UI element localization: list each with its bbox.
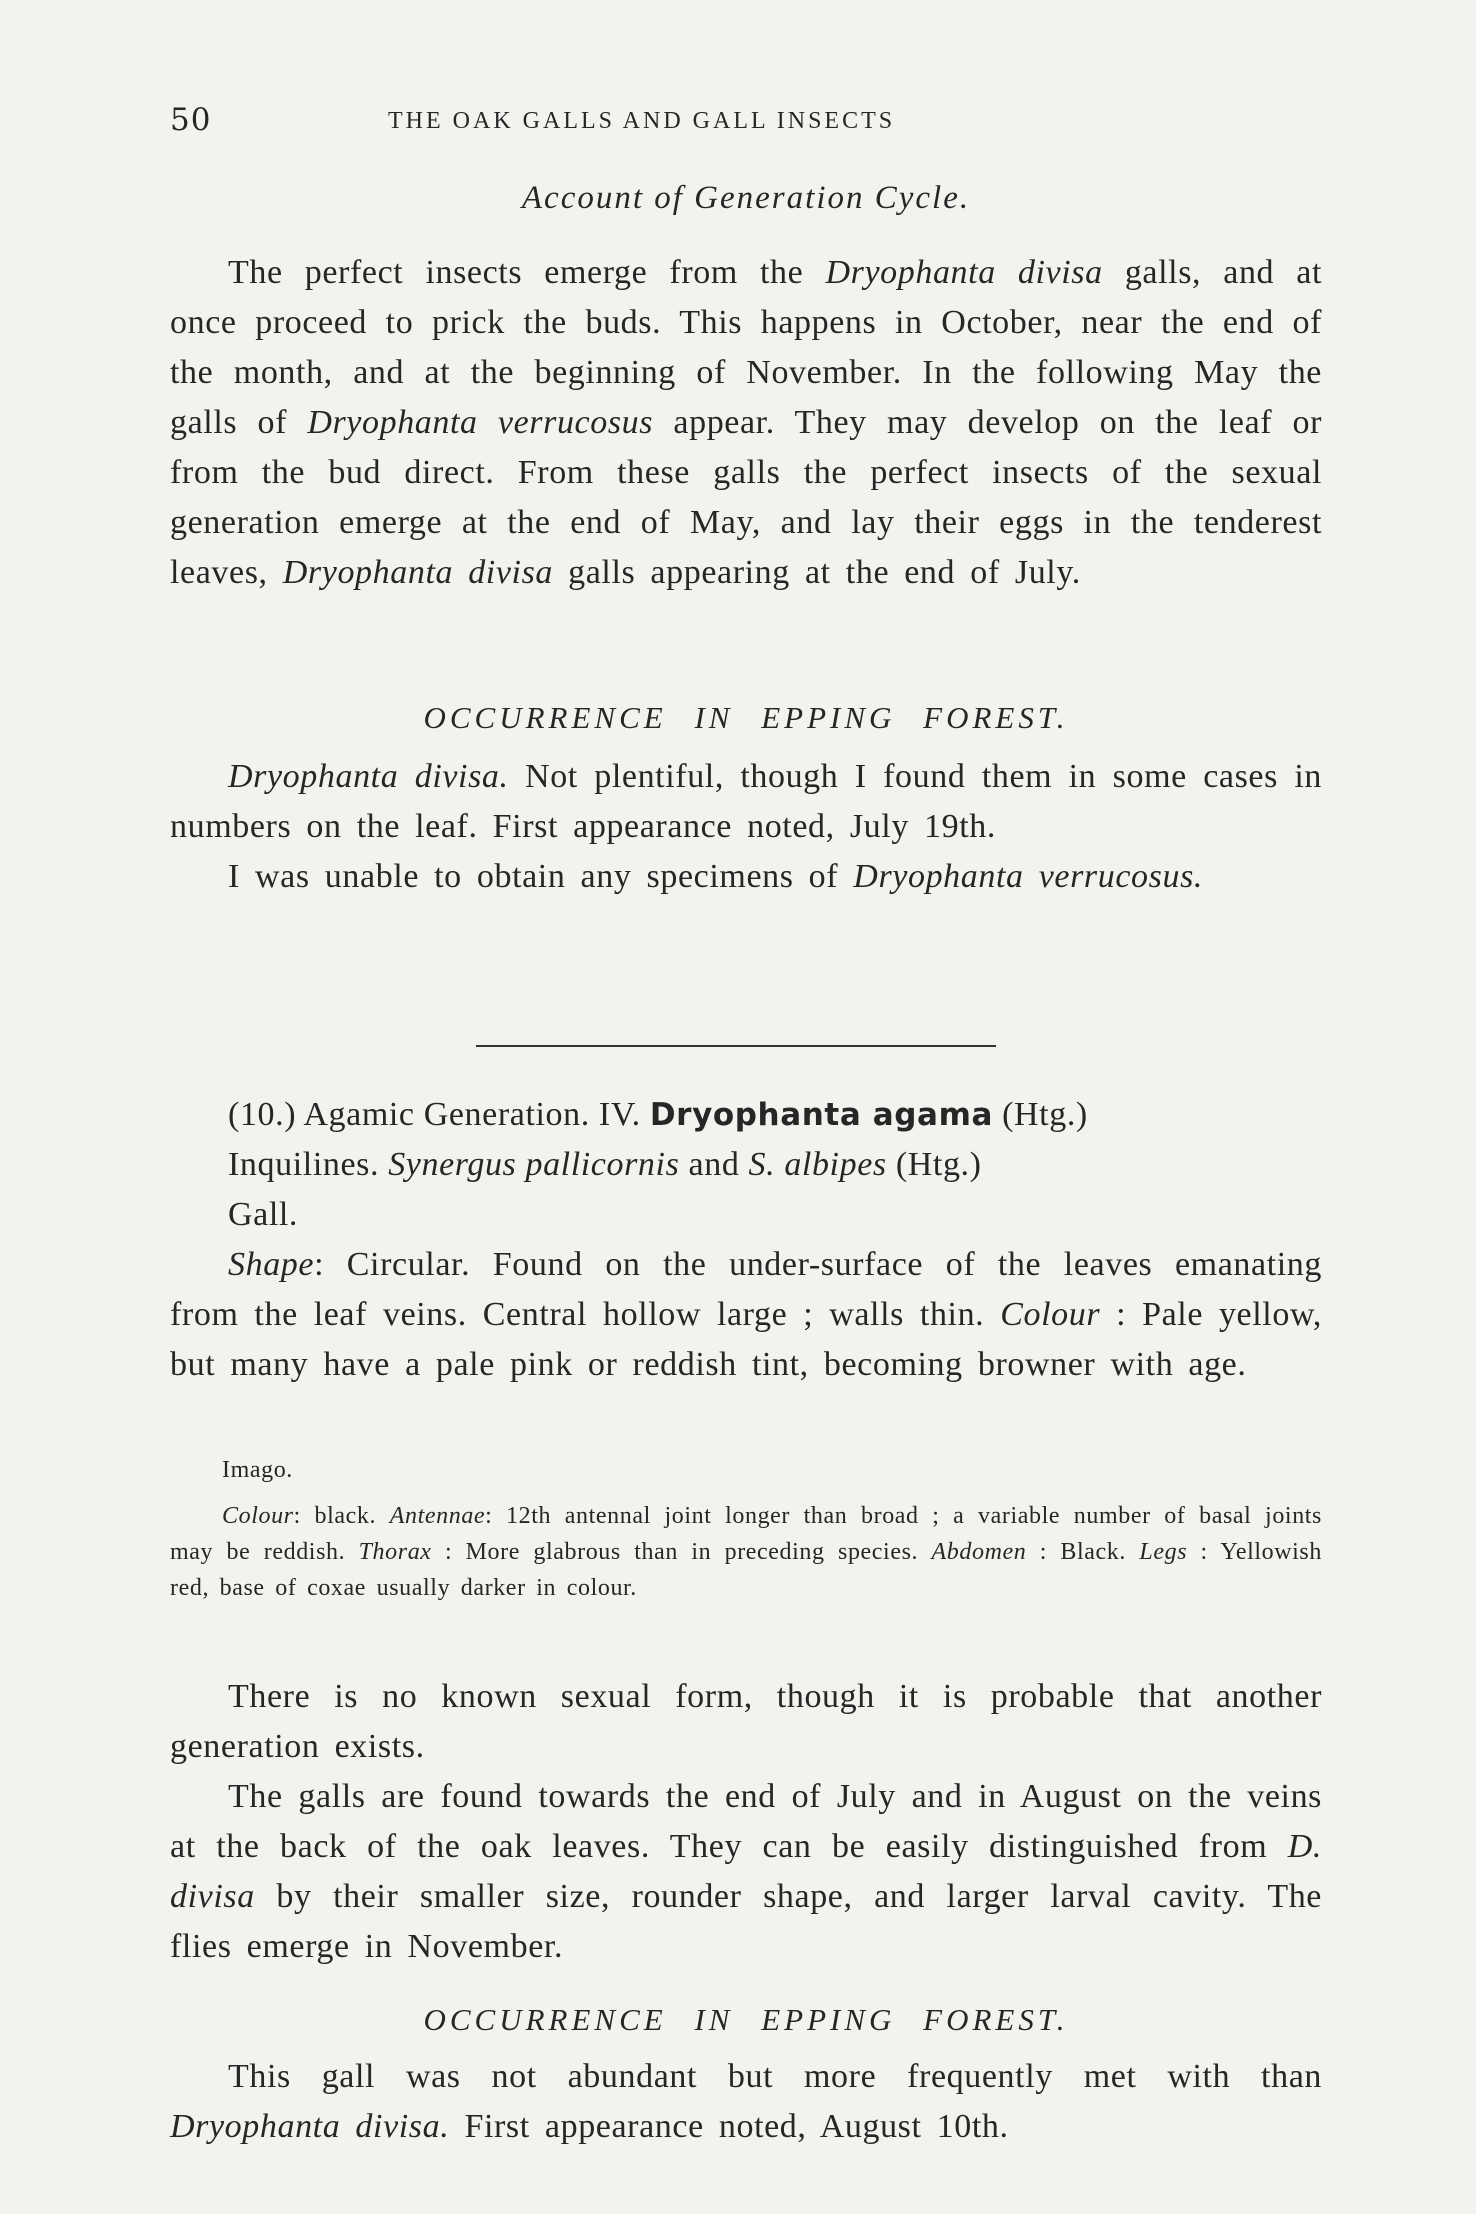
inquilines-line: Inquilines. Synergus pallicornis and S. albipes (Htg.) bbox=[228, 1146, 982, 1183]
species-name: Dryophanta divisa. bbox=[228, 758, 509, 795]
generation-cycle-heading: Account of Generation Cycle. bbox=[521, 180, 971, 216]
species-title: Dryophanta agama bbox=[649, 1097, 993, 1133]
imago-description: Colour: black. Antennae: 12th antennal joint longer than broad ; a variable number of basal joints may be reddish. Thorax : More glabrous than in preceding species. Abdomen : Black. Legs : Yellowish red, base of coxae usually darker in colour. bbox=[170, 1503, 1322, 1601]
entry-10-body bbox=[170, 1672, 1322, 1972]
section-divider bbox=[476, 1045, 996, 1047]
species-name: Dryophanta divisa bbox=[282, 554, 554, 591]
species-name: Dryophanta divisa bbox=[825, 254, 1103, 291]
entry-10-heading: (10.) Agamic Generation. IV. Dryophanta agama (Htg.) Inquilines. Synergus pallicornis and S. albipes (Htg.) Gall. Shape: Circular. Found on the under-surface of the leaves emanating from the leaf veins. Central hollow large ; walls thin. Colour : Pale yellow, but many have a pale pink or reddish tint, becoming browner with age. bbox=[170, 1090, 1322, 1390]
found-paragraph: The galls are found towards the end of July and in August on the veins at the back of the oak leaves. They can be easily distinguished from D. divisa by their smaller size, rounder shape, and larger larval cavity. The flies emerge in November. bbox=[170, 1778, 1322, 1965]
gall-description: Shape: Circular. Found on the under-surface of the leaves emanating from the leaf veins. Central hollow large ; walls thin. Colour : Pale yellow, but many have a pale pink or reddish tint, becoming browner with age. bbox=[170, 1246, 1322, 1383]
gall-label: Gall. bbox=[228, 1196, 299, 1233]
species-name: Dryophanta verrucosus bbox=[307, 404, 654, 441]
page-header bbox=[170, 102, 1330, 142]
generation-cycle-paragraph: The perfect insects emerge from the Dryophanta divisa galls, and at once proceed to prick the buds. This happens in October, near the end of the month, and at the beginning of November. In the following May the galls of Dryophanta verrucosus appear. They may develop on the leaf or from the bud direct. From these galls the perfect insects of the sexual generation emerge at the end of May, and lay their eggs in the tenderest leaves, Dryophanta divisa galls appearing at the end of July. bbox=[170, 254, 1323, 591]
running-head: THE OAK GALLS AND GALL INSECTS bbox=[388, 108, 896, 134]
occurrence-paragraph-1: Dryophanta divisa. Not plentiful, though I found them in some cases in numbers on the leaf. First appearance noted, July 19th. I was unable to obtain any specimens of Dryophanta verrucosus. bbox=[170, 758, 1322, 895]
page-number: 50 bbox=[170, 102, 212, 138]
imago-label: Imago. bbox=[222, 1457, 293, 1483]
occurrence-paragraph-2: This gall was not abundant but more frequently met with than Dryophanta divisa. First appearance noted, August 10th. bbox=[170, 2058, 1322, 2145]
occurrence-heading-1: OCCURRENCE IN EPPING FOREST. bbox=[423, 700, 1069, 735]
sexual-form-paragraph: There is no known sexual form, though it is probable that another generation exists. bbox=[170, 1678, 1322, 1765]
imago-section bbox=[170, 1452, 1322, 1606]
occurrence-heading-2: OCCURRENCE IN EPPING FOREST. bbox=[423, 2002, 1069, 2037]
species-name: Dryophanta verrucosus. bbox=[853, 858, 1204, 895]
